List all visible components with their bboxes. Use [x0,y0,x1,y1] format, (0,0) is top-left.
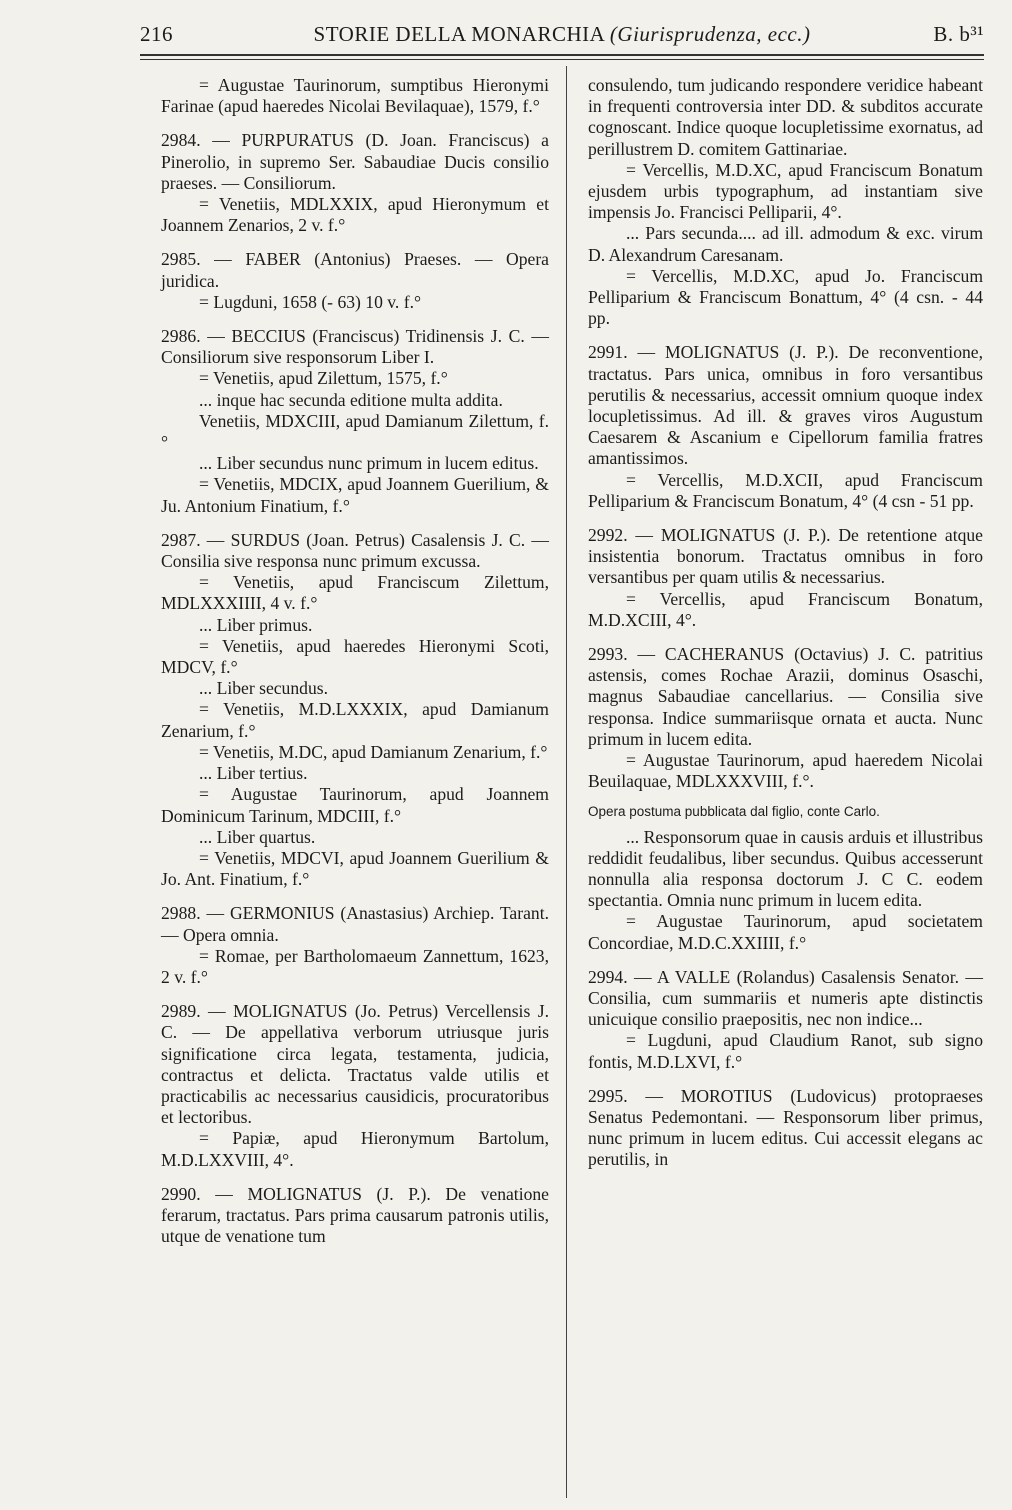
entry-detail: ... Liber secundus nunc primum in lucem editus. [199,453,539,474]
entry-detail: ... Liber quartus. [199,826,316,847]
signature-mark: B. b³¹ [933,22,984,46]
entry-detail: Venetiis, MDXCIII, apud Damianum Zilettum, f.° [161,410,549,453]
running-header [140,18,984,52]
entry-detail: ... Pars secunda.... ad ill. admodum & exc. virum D. Alexandrum Caresanam. [588,223,983,265]
entry-detail: = Augustae Taurinorum, apud societatem Concordiae, M.D.C.XXIIII, f.° [588,911,983,953]
entry-detail: = Lugduni, 1658 (- 63) 10 v. f.° [199,291,422,312]
entry-detail: = Venetiis, M.DC, apud Damianum Zenarium, f.° [199,741,548,762]
catalog-entry: 2995. — MOROTIUS (Ludovicus) protopraeses Senatus Pedemontani. — Responsorum liber primus, nunc primum in lucem editus. Cui accessit elegans ac perutilis, in [588,1085,983,1170]
catalog-entry: 2988. — GERMONIUS (Anastasius) Archiep. Tarant. — Opera omnia. [161,903,549,945]
catalog-entry: 2992. — MOLIGNATUS (J. P.). De retentione atque insistentia bonorum. Tractatus omnibus in foro versantibus per quam utilis & necessarius. [588,525,983,588]
entry-detail: = Augustae Taurinorum, apud haeredem Nicolai Beuilaquae, MDLXXXVIII, f.°. [588,750,983,792]
page-number: 216 [140,22,173,46]
entry-detail: = Vercellis, M.D.XC, apud Jo. Franciscum Pelliparium & Franciscum Bonattum, 4° (4 csn. - 44 pp. [588,265,983,329]
running-title-main: STORIE DELLA MONARCHIA [313,22,605,46]
entry-detail: = Venetiis, MDLXXIX, apud Hieronymum et Joannem Zenarios, 2 v. f.° [161,194,549,236]
header-rule-thin [140,59,984,60]
catalog-entry: 2993. — CACHERANUS (Octavius) J. C. patritius astensis, comes Rochae Arazii, dominus Osaschi, magnus Sabaudiae cancellarius. — Consilia sive responsa. Indice summariisque ornata et aucta. Nunc primum in lucem edita. [588,644,983,749]
entry-detail: = Venetiis, apud Zilettum, 1575, f.° [199,368,448,389]
entry-detail: = Vercellis, M.D.XCII, apud Franciscum Pelliparium & Franciscum Bonatum, 4° (4 csn - 51 pp. [588,469,983,511]
catalog-entry: 2986. — BECCIUS (Franciscus) Tridinensis J. C. — Consiliorum sive responsorum Liber I. [161,326,549,368]
catalog-entry: 2989. — MOLIGNATUS (Jo. Petrus) Vercellensis J. C. — De appellativa verborum utriusque juris significatione circa legata, testamenta, judicia, contractus et delicta. Tractatus valde utilis et practicabilis ac necessarius causidicis, procuratoribus et lectoribus. [161,1001,549,1128]
left-column [161,75,549,1247]
entry-detail: = Papiæ, apud Hieronymum Bartolum, M.D.LXXVIII, 4°. [161,1128,549,1170]
catalog-entry: 2984. — PURPURATUS (D. Joan. Franciscus) a Pinerolio, in supremo Ser. Sabaudiae Ducis consilio praeses. — Consiliorum. [161,130,549,193]
editorial-note: Opera postuma pubblicata dal figlio, conte Carlo. [588,803,880,819]
entry-detail: ... inque hac secunda editione multa addita. [199,389,503,410]
entry-detail: ... Responsorum quae in causis arduis et illustribus reddidit feudalibus, liber secundus. Quibus accesserunt nonnulla alia responsa doctorum J. C C. eodem spectantia. Omnia nunc primum in lucem edita. [588,826,983,911]
catalog-entry: 2987. — SURDUS (Joan. Petrus) Casalensis J. C. — Consilia sive responsa nunc primum excussa. [161,529,549,572]
entry-detail: = Venetiis, MDCVI, apud Joannem Guerilium & Jo. Ant. Finatium, f.° [161,847,549,890]
entry-detail: = Lugduni, apud Claudium Ranot, sub signo fontis, M.D.LXVI, f.° [588,1030,983,1072]
catalog-entry: 2994. — A VALLE (Rolandus) Casalensis Senator. — Consilia, cum summariis et numeris apte distinctis unicuique consilio praepositis, nec non indice... [588,966,983,1030]
entry-detail: = Augustae Taurinorum, sumptibus Hieronymi Farinae (apud haeredes Nicolai Bevilaquae), 1579, f.° [161,75,549,117]
entry-detail: ... Liber secundus. [199,678,328,699]
entry-detail: = Vercellis, apud Franciscum Bonatum, M.D.XCIII, 4°. [588,588,983,630]
entry-detail: = Augustae Taurinorum, apud Joannem Dominicum Tarinum, MDCIII, f.° [161,784,549,826]
entry-detail: = Venetiis, apud Franciscum Zilettum, MDLXXXIIII, 4 v. f.° [161,572,549,614]
entry-detail: ... Liber primus. [199,614,313,635]
catalog-entry: 2985. — FABER (Antonius) Praeses. — Opera juridica. [161,249,549,291]
entry-detail: = Venetiis, M.D.LXXXIX, apud Damianum Zenarium, f.° [161,699,549,741]
entry-detail: = Vercellis, M.D.XC, apud Franciscum Bonatum ejusdem urbis typographum, ad instantiam sive impensis Jo. Francisci Pelliparii, 4°. [588,159,983,223]
header-rule-thick [140,54,984,56]
entry-detail: consulendo, tum judicando respondere veridice habeant in frequenti controversia inter DD. & subditos accurate cognoscant. Indice quoque locupletissime exornatus, ad perillustrem D. comitem Gattinariae. [588,75,983,159]
entry-detail: ... Liber tertius. [199,763,308,784]
entry-detail: = Venetiis, apud haeredes Hieronymi Scoti, MDCV, f.° [161,635,549,678]
running-title [140,22,984,47]
catalog-entry: 2990. — MOLIGNATUS (J. P.). De venatione ferarum, tractatus. Pars prima causarum patronis utilis, utque de venatione tum [161,1183,549,1247]
entry-detail: = Venetiis, MDCIX, apud Joannem Guerilium, & Ju. Antonium Finatium, f.° [161,474,549,516]
catalog-entry: 2991. — MOLIGNATUS (J. P.). De reconventione, tractatus. Pars unica, omnibus in foro versantibus perutilis & necessarius, accessit omnium quoque index locupletissimus. Ad ill. & graves viros Augustum Caesarem & Ascanium e Cipellorum familia fratres amantissimos. [588,342,983,469]
column-divider [566,66,567,1498]
right-column [588,75,983,1171]
running-title-italic: (Giurisprudenza, ecc.) [609,22,811,46]
entry-detail: = Romae, per Bartholomaeum Zannettum, 1623, 2 v. f.° [161,945,549,987]
